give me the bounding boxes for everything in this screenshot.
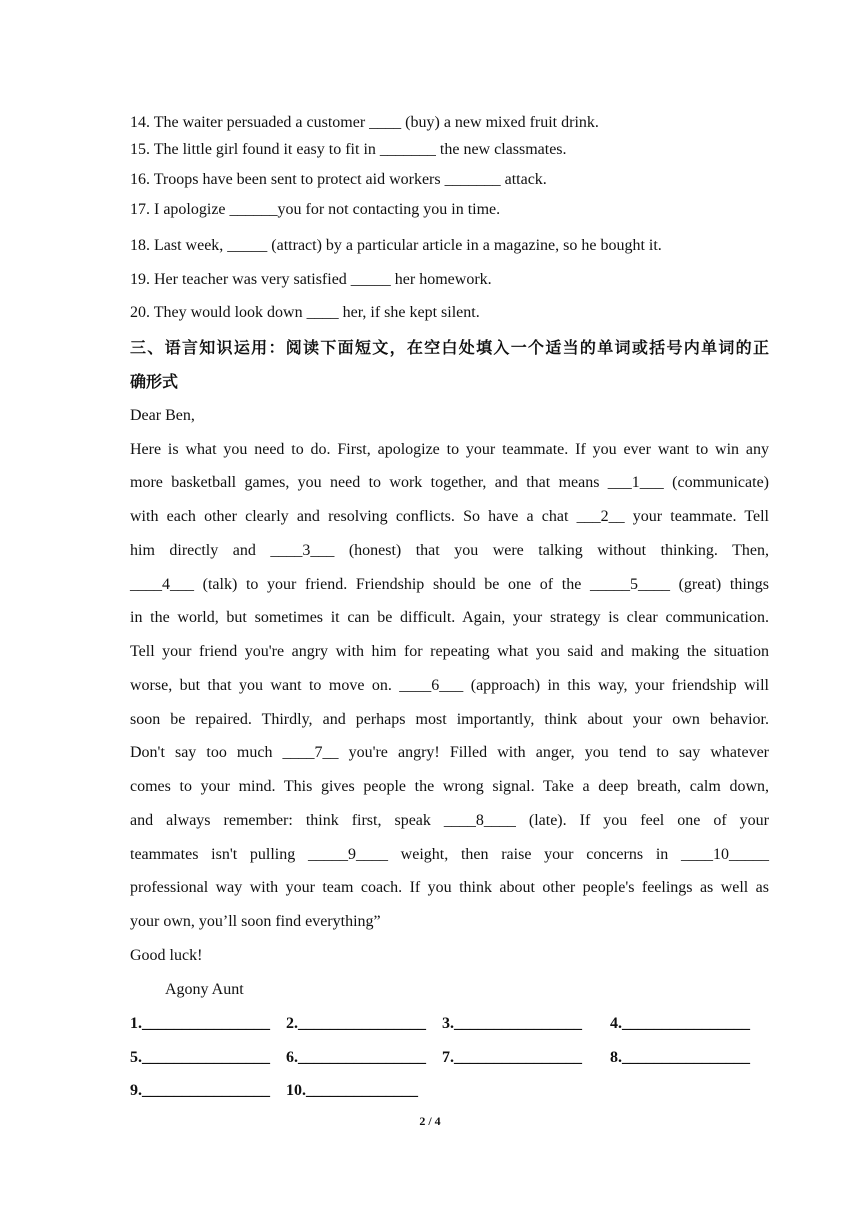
letter-last-line: your own, you’ll soon find everything” xyxy=(130,913,381,930)
question-17: 17. I apologize ______you for not contacting you in time. xyxy=(130,201,501,218)
question-14: 14. The waiter persuaded a customer ____ (buy) a new mixed fruit drink. xyxy=(130,114,599,131)
answer-blank-5: 5.________________ xyxy=(130,1049,270,1066)
answer-blank-3: 3.________________ xyxy=(442,1015,582,1032)
letter-line: in the world, but sometimes it can be difficult. Again, your strategy is clear communication. xyxy=(130,609,769,626)
letter-line: with each other clearly and resolving conflicts. So have a chat ___2__ your teammate. Tell xyxy=(130,508,769,525)
answer-blank-6: 6.________________ xyxy=(286,1049,426,1066)
letter-line: Don't say too much ____7__ you're angry! Filled with anger, you tend to say whatever xyxy=(130,744,769,761)
answer-blank-8: 8.________________ xyxy=(610,1049,750,1066)
letter-line: and always remember: think first, speak ____8____ (late). If you feel one of your xyxy=(130,812,769,829)
question-15: 15. The little girl found it easy to fit in _______ the new classmates. xyxy=(130,141,567,158)
answer-blank-9: 9.________________ xyxy=(130,1082,270,1099)
letter-closing: Good luck! xyxy=(130,947,203,964)
letter-line: Here is what you need to do. First, apologize to your teammate. If you ever want to win any xyxy=(130,441,769,458)
answer-blank-1: 1.________________ xyxy=(130,1015,270,1032)
letter-line: more basketball games, you need to work together, and that means ___1___ (communicate) xyxy=(130,474,769,491)
letter-line: worse, but that you want to move on. ____6___ (approach) in this way, your friendship will xyxy=(130,677,769,694)
letter-line: soon be repaired. Thirdly, and perhaps most importantly, think about your own behavior. xyxy=(130,711,769,728)
question-19: 19. Her teacher was very satisfied _____ her homework. xyxy=(130,271,492,288)
letter-line: Tell your friend you're angry with him for repeating what you said and making the situation xyxy=(130,643,769,660)
letter-line: teammates isn't pulling _____9____ weight, then raise your concerns in ____10_____ xyxy=(130,846,769,863)
letter-line: professional way with your team coach. If you think about other people's feelings as well as xyxy=(130,879,769,896)
answer-blank-4: 4.________________ xyxy=(610,1015,750,1032)
letter-signature: Agony Aunt xyxy=(165,981,244,998)
letter-greeting: Dear Ben, xyxy=(130,407,195,424)
answer-blank-10: 10.______________ xyxy=(286,1082,418,1099)
question-16: 16. Troops have been sent to protect aid workers _______ attack. xyxy=(130,171,547,188)
letter-line: ____4___ (talk) to your friend. Friendship should be one of the _____5____ (great) things xyxy=(130,576,769,593)
letter-line: comes to your mind. This gives people the wrong signal. Take a deep breath, calm down, xyxy=(130,778,769,795)
answer-blank-2: 2.________________ xyxy=(286,1015,426,1032)
letter-line: him directly and ____3___ (honest) that you were talking without thinking. Then, xyxy=(130,542,769,559)
question-18: 18. Last week, _____ (attract) by a particular article in a magazine, so he bought it. xyxy=(130,237,662,254)
page-number: 2 / 4 xyxy=(419,1114,441,1128)
answer-blank-7: 7.________________ xyxy=(442,1049,582,1066)
section-heading-cont: 确形式 xyxy=(130,372,179,391)
section-heading: 三、语言知识运用：阅读下面短文，在空白处填入一个适当的单词或括号内单词的正 xyxy=(130,338,769,357)
question-20: 20. They would look down ____ her, if she kept silent. xyxy=(130,304,480,321)
